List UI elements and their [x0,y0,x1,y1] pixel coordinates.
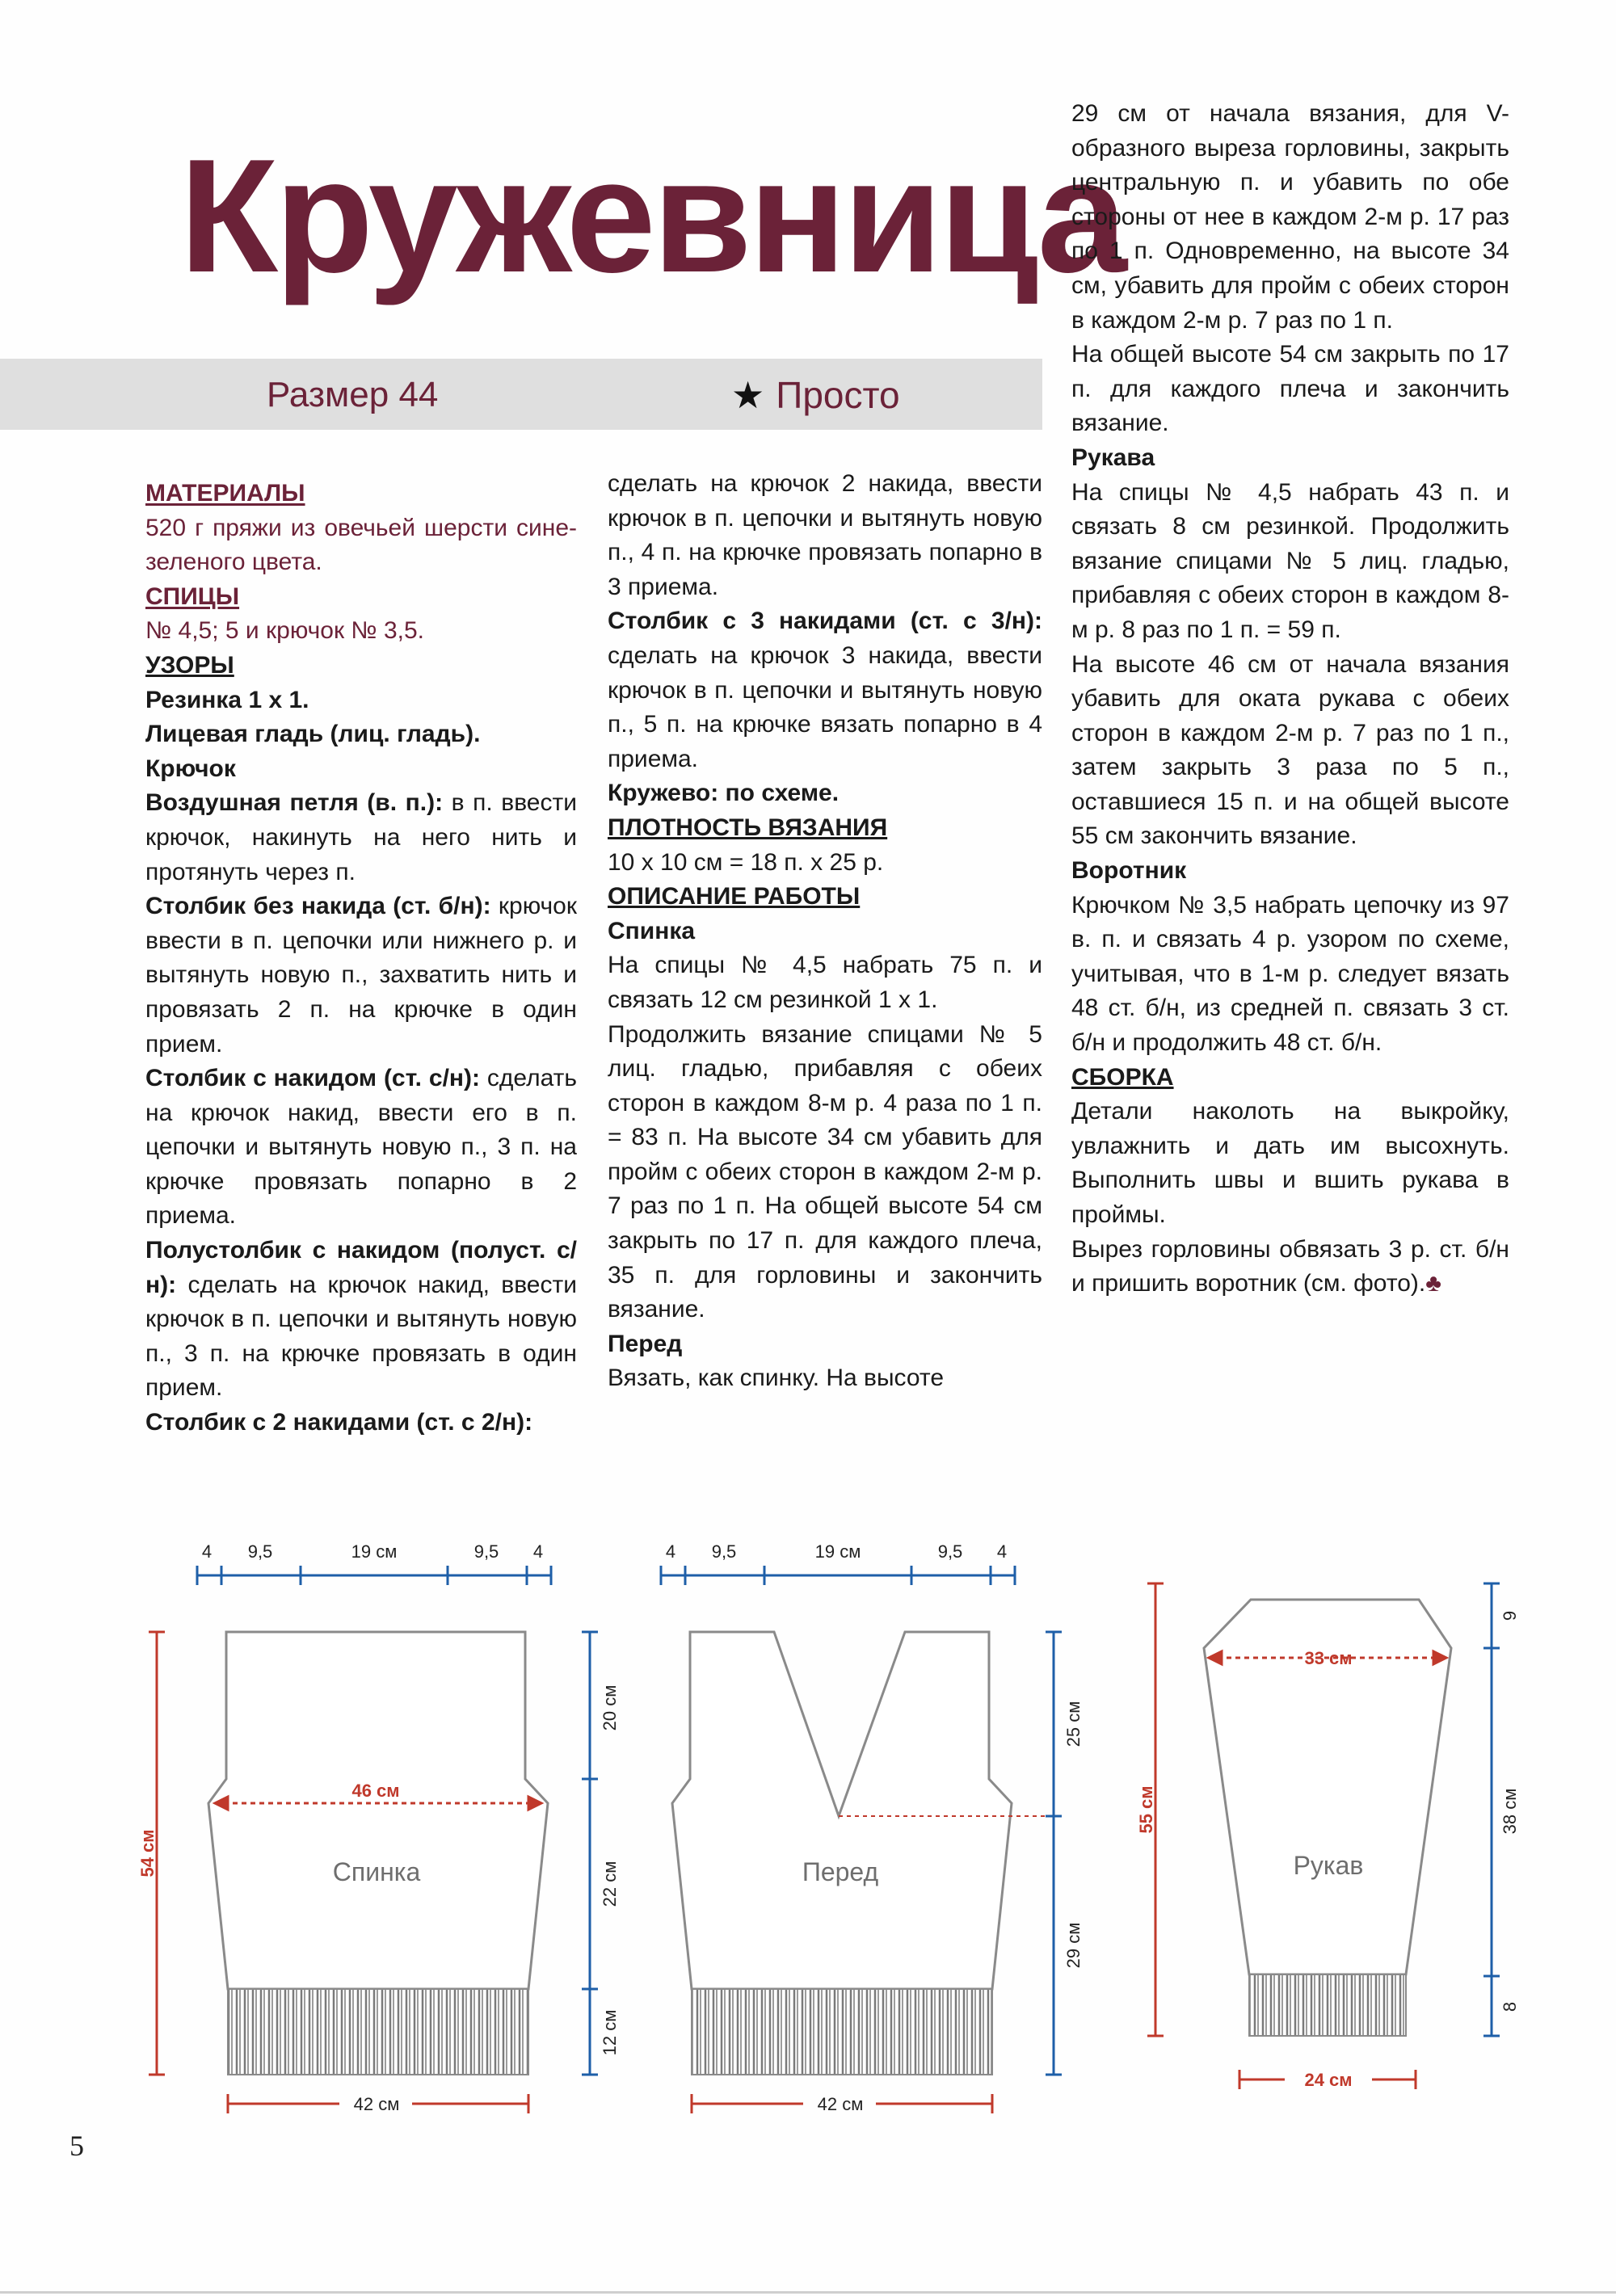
footer-divider [0,2291,1616,2294]
double-crochet-text: сделать на крючок накид, ввести его в п. цепочки и вытянуть новую п., 3 п. на крючке провязать попарно в 2 приема. [145,1065,577,1230]
back-dim-20: 20 см [600,1684,620,1731]
half-double-term: Полустолбик с накидом (полуст. с/н): [145,1237,577,1298]
double-crochet-term: Столбик с накидом (ст. с/н): [145,1065,481,1092]
page-number: 5 [69,2130,84,2162]
sleeve-dim-8: 8 [1500,2001,1520,2012]
sleeve-right-dimension [1483,1583,1500,2036]
size-label: Размер 44 [267,375,439,414]
front-dim-3: 19 см [814,1541,861,1562]
needles-text: № 4,5; 5 и крючок № 3,5. [145,617,424,645]
materials-text: 520 г пряжи из овечьей шерсти сине-зеленого цвета. [145,514,577,576]
page-title: Кружевница [179,126,1124,306]
back-bottom-label: 42 см [353,2094,400,2114]
back-ribbing [228,1989,528,2075]
treble-text: сделать на крючок 2 накида, ввести крючок в п. цепочки и вытянуть новую п., 4 п. на крючке провязать попарно в 3 приема. [608,470,1042,600]
text-column-1 [145,477,577,1440]
front-label: Перед [802,1857,879,1886]
back-dim-22: 22 см [600,1861,620,1907]
front-dim-29: 29 см [1063,1922,1084,1969]
text-column-2 [608,467,1042,1396]
sleeve-ribbing [1249,1974,1406,2036]
text-column-3 [1071,97,1509,1301]
back-dim-4: 9,5 [473,1541,499,1562]
front-top-dimension [661,1566,1015,1585]
sleeves-heading: Рукава [1071,444,1155,471]
back-heading: Спинка [608,917,696,944]
back-dim-3: 19 см [351,1541,398,1562]
materials-heading: МАТЕРИАЛЫ [145,480,305,507]
single-crochet-text: крючок ввести в п. цепочки или нижнего р. и вытянуть новую п., захватить нить и провязать 2 п. на крючке в один прием. [145,893,577,1058]
sleeve-bottom-label: 24 см [1304,2070,1353,2090]
chain-stitch-paragraph [145,786,577,889]
front-right-dimension [1046,1632,1062,2075]
lace-pattern: Кружево: по схеме. [608,780,840,807]
back-label: Спинка [332,1857,421,1886]
back-diagram [137,1541,620,2114]
chain-stitch-term: Воздушная петля (в. п.): [145,789,444,817]
front-dim-1: 4 [665,1541,676,1562]
difficulty-label [731,373,900,417]
front-ribbing [692,1989,992,2075]
front-bottom-label: 42 см [817,2094,864,2114]
sleeve-dim-9: 9 [1500,1610,1520,1621]
back-width-label: 46 см [351,1781,400,1801]
collar-heading: Воротник [1071,857,1187,885]
back-text-2: Продолжить вязание спицами № 5 лиц. гладью, прибавляя с обеих сторон в каждом 8-м р. 4 раза по 1 п. = 83 п. На высоте 34 см убавить для пройм с обеих сторон в каждом 2-м р. 7 раз по 1 п. На общей высоте 54 см закрыть по 17 п. для каждого плеча, 35 п. для горловины и закончить вязание. [608,1020,1042,1323]
double-crochet-paragraph [145,1062,577,1234]
front-dim-25: 25 см [1063,1701,1084,1747]
half-double-text: сделать на крючок накид, ввести крючок в п. цепочки и вытянуть новую п., 3 п. на крючке провязать в один прием. [145,1271,577,1402]
front-outline [672,1632,1012,1989]
needles-heading: СПИЦЫ [145,582,240,610]
gauge-heading: ПЛОТНОСТЬ ВЯЗАНИЯ [608,814,888,841]
back-dim-5: 4 [532,1541,544,1562]
back-top-dimension [197,1566,551,1585]
difficulty-text: Просто [776,374,900,416]
assembly-heading: СБОРКА [1071,1063,1174,1091]
assembly-text-1: Детали наколоть на выкройку, увлажнить и дать им высохнуть. Выполнить швы и вшить рукава в проймы. [1071,1098,1509,1228]
back-right-dimension [582,1632,598,2075]
front-dim-4: 9,5 [937,1541,963,1562]
gauge-text: 10 х 10 см = 18 п. х 25 р. [608,848,884,876]
double-treble-paragraph [608,604,1042,776]
front-diagram [661,1541,1084,2114]
description-heading: ОПИСАНИЕ РАБОТЫ [608,883,861,910]
double-treble-term: Столбик с 3 накидами (ст. с 3/н): [608,608,1042,635]
back-dim-1: 4 [201,1541,213,1562]
pattern-schematic [137,1519,1527,2141]
sleeves-text-2: На высоте 46 см от начала вязания убавить для оката рукава с обеих сторон в каждом 2-м р. 7 раз по 1 п., затем закрыть 3 раза по 5 п., оставшиеся 15 п. и на общей высоте 55 см закончить вязание. [1071,650,1509,850]
single-crochet-paragraph [145,889,577,1062]
single-crochet-term: Столбик без накида (ст. б/н): [145,893,491,920]
star-icon: ★ [731,374,765,416]
sleeve-width-label: 33 см [1304,1648,1353,1668]
sleeve-height-label: 55 см [1136,1785,1156,1834]
chain-stitch-text: в п. ввести крючок, накинуть на него нить и протянуть через п. [145,789,577,885]
treble-term: Столбик с 2 накидами (ст. с 2/н): [145,1409,533,1436]
back-outline [208,1632,548,1989]
back-text-1: На спицы № 4,5 набрать 75 п. и связать 12 см резинкой 1 х 1. [608,952,1042,1013]
assembly-text-2 [1071,1233,1509,1301]
sleeve-dim-38: 38 см [1500,1788,1520,1835]
collar-text: Крючком № 3,5 набрать цепочку из 97 в. п. и связать 4 р. узором по схеме, учитывая, что в 1-м р. следует вязать 48 ст. б/н, из средней п. связать 3 ст. б/н и продолжить 48 ст. б/н. [1071,891,1509,1057]
hook-heading: Крючок [145,755,236,782]
front-dim-5: 4 [996,1541,1008,1562]
half-double-paragraph [145,1234,577,1406]
rib-pattern: Резинка 1 х 1. [145,686,309,713]
front-text: Вязать, как спинку. На высоте [608,1365,945,1392]
front-heading: Перед [608,1330,683,1357]
front-text-end: На общей высоте 54 см закрыть по 17 п. для каждого плеча и закончить вязание. [1071,341,1509,437]
sleeve-label: Рукав [1293,1851,1364,1880]
assembly-text-2-body: Вырез горловины обвязать 3 р. ст. б/н и пришить воротник (см. фото). [1071,1235,1509,1297]
stockinette-pattern: Лицевая гладь (лиц. гладь). [145,721,481,748]
sleeve-diagram [1136,1583,1520,2090]
back-height-label: 54 см [137,1829,158,1878]
sleeves-text-1: На спицы № 4,5 набрать 43 п. и связать 8 см резинкой. Продолжить вязание спицами № 5 лиц. гладью, прибавляя с обеих сторон в каждом 8-м р. 8 раз по 1 п. = 59 п. [1071,478,1509,643]
front-text-cont: 29 см от начала вязания, для V-образного выреза горловины, закрыть центральную п. и убавить по обе стороны от нее в каждом 2-м р. 17 раз по 1 п. Одновременно, на высоте 34 см, убавить для пройм с обеих сторон в каждом 2-м р. 7 раз по 1 п. [1071,100,1509,334]
back-dim-12: 12 см [600,2009,620,2056]
back-dim-2: 9,5 [247,1541,273,1562]
patterns-heading: УЗОРЫ [145,651,234,679]
end-mark-icon: ♣ [1425,1270,1441,1297]
front-dim-2: 9,5 [711,1541,737,1562]
double-treble-text: сделать на крючок 3 накида, ввести крючок в п. цепочки и вытянуть новую п., 5 п. на крючке вязать попарно в 4 приема. [608,641,1042,772]
